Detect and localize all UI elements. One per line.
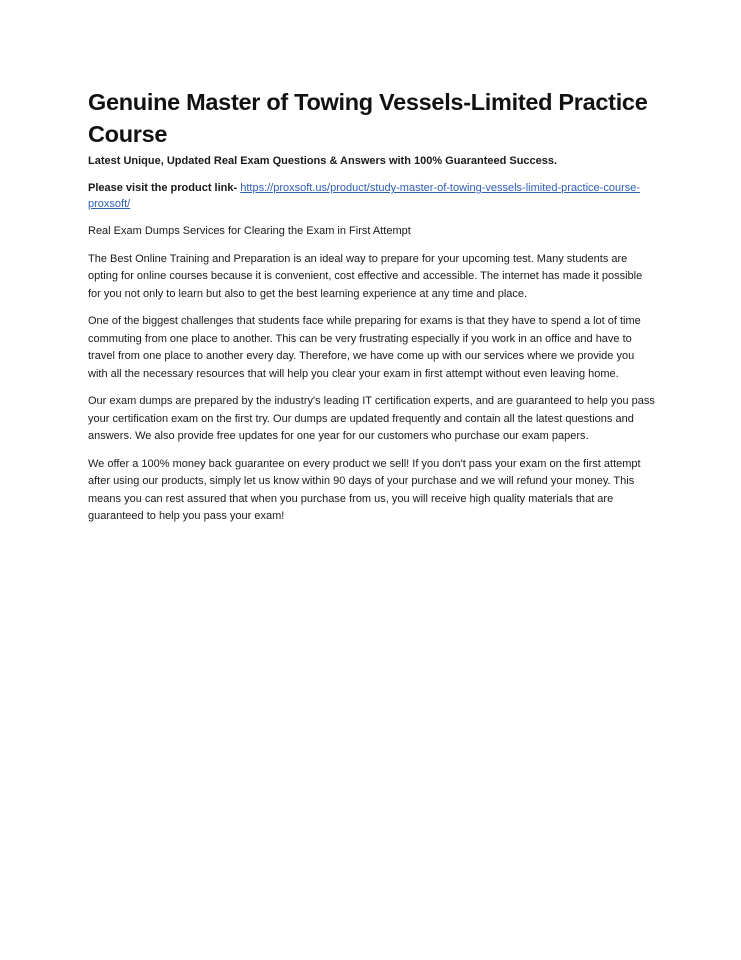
product-link-line: [88, 180, 656, 212]
paragraph-dumps: Our exam dumps are prepared by the industry's leading IT certification experts, and are guaranteed to help you pass your certification exam on the first try. Our dumps are updated frequently and contain all the latest questions and answers. We also provide free updates for one year for our customers who purchase our exam papers.: [88, 395, 655, 442]
document-title: Genuine Master of Towing Vessels-Limited Practice Course: [88, 89, 648, 147]
document-subtitle: Latest Unique, Updated Real Exam Questions & Answers with 100% Guaranteed Success.: [88, 155, 558, 167]
paragraph-challenges: One of the biggest challenges that students face while preparing for exams is that they have to spend a lot of time commuting from one place to another. This can be very frustrating especially if you work in an office and have to travel from one place to another every day. Therefore, we have come up with our services where we provide you with all the necessary resources that will help you clear your exam in first attempt without even leaving home.: [88, 315, 641, 380]
product-link[interactable]: https://proxsoft.us/product/study-master-of-towing-vessels-limited-practice-course-proxsoft/: [88, 182, 641, 210]
document-page: [88, 86, 656, 536]
paragraph-guarantee: We offer a 100% money back guarantee on every product we sell! If you don't pass your exam on the first attempt after using our products, simply let us know within 90 days of your purchase and we will refund your money. This means you can rest assured that when you purchase from us, you will receive high quality materials that are guaranteed to help you pass your exam!: [88, 457, 641, 522]
product-link-label: Please visit the product link-: [88, 182, 238, 194]
paragraph-intro: The Best Online Training and Preparation is an ideal way to prepare for your upcoming test. Many students are opting for online courses because it is convenient, cost effective and accessible. The internet has made it possible for you not only to learn but also to get the best learning experience at any time and place.: [88, 252, 643, 300]
section-heading: Real Exam Dumps Services for Clearing the Exam in First Attempt: [88, 225, 411, 237]
